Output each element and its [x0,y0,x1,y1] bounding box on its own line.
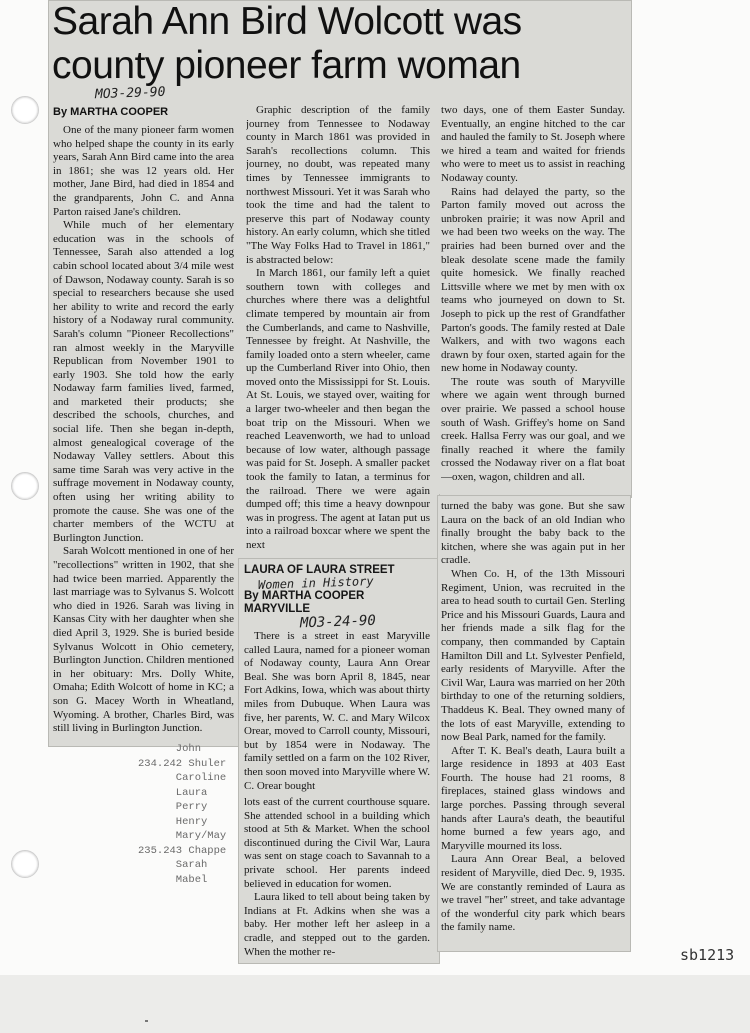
binder-hole-top [11,96,39,124]
article-1-column-2 [246,104,430,558]
article-1-col1-para-2: While much of her elementary education was in the schools of Tennessee, Sarah also attended a log cabin school located about 3/4 mile west of Dawson, Nodaway county. Sarah is so special to researchers because she used her ability to write and record the early history of a Nodaway rural community. Sarah's column "Pioneer Recollections" ran almost weekly in the Maryville Republican from November 1901 to early 1903. She told how the early Nodaway farm families lived, farmed, and marketed their products; she described the schools, churches, and social life. Then she began in-depth, almost genealogical coverage of the Nodaway Valley settlers. About this same time Sarah was very active in the suffrage movement in Nodaway county, often using her writing ability to promote the cause. She was one of the charter members of the WCTU at Burlington Junction. [53,219,234,544]
typed-line: Laura [138,786,208,799]
typed-name-list [138,742,226,887]
typed-line: 234.242 Shuler [138,757,227,770]
scan-speck [145,1020,148,1022]
handwritten-date-1: MO3-29-90 [94,84,166,103]
handwritten-date-2: MO3-24-90 [299,612,377,632]
article-1-col3-para-2: Rains had delayed the party, so the Parton family moved out across the unbroken prairie; it was now April and we had been two weeks on the way. The prairies had been burned over and the bleak desolate scene made the family quite homesick. We finally reached Littsville where we met by men with ox teams who journeyed on down to St. Joseph to pick up the rest of Grandfather Parton's goods. The family rested at Dale Walkers, and with two wagons each drawn by four oxen, started again for the new home in Nodaway county. [441,185,625,375]
typed-line: John [138,743,202,755]
archive-stamp: sb1213 [680,946,735,964]
article-1-column-3 [441,104,625,496]
typed-line: Mabel [138,873,208,886]
article-2-column-1-continued [244,796,430,960]
article-2-col2-para-4: Laura Ann Orear Beal, a beloved resident of Maryville, died Dec. 9, 1935. We are constantly reminded of Laura as we travel "her" street, and take advantage of the wonderful city park which bears the family name. [441,853,625,934]
article-1-col3-para-1: two days, one of them Easter Sunday. Eventually, an engine hitched to the car and hauled the family to St. Joseph where we hired a team and waited for friends who were to meet us to assist in reaching Nodaway county. [441,104,625,184]
article-2-title: LAURA OF LAURA STREET [244,564,395,576]
typed-line: 235.243 Chappe [138,844,227,857]
article-1-column-1 [53,124,234,744]
byline-1: By MARTHA COOPER [53,106,169,118]
article-2-byline-place: MARYVILLE [244,603,311,615]
article-2-col2-para-1: turned the baby was gone. But she saw Laura on the back of an old Indian who finally brought the baby back to the kitchen, where she was again put in her cradle. [441,500,625,567]
typed-line: Mary/May [138,830,227,842]
headline-line-1: Sarah Ann Bird Wolcott was [52,0,522,43]
article-2-column-2 [441,500,625,946]
article-2-col2-para-3: After T. K. Beal's death, Laura built a large residence in 1893 at 403 East Fourth. The house had 21 rooms, 8 fireplaces, stained glass windows and large porches. Passing through several hands after Laura's death, the beautiful home burned a few years ago, and Maryville mourned its loss. [441,744,625,852]
article-1-col3-para-3: The route was south of Maryville where we again went through burned over prairie. We passed a school house south of Wash. Griffey's home on Sand creek. Hallsa Ferry was our goal, and we finally reached it where the family crossed the Nodaway river on a flat boat —oxen, wagon, children and all. [441,375,625,484]
typed-line: Sarah [138,859,208,871]
headline [52,0,632,88]
article-2-col1b-para-2: Laura liked to tell about being taken by Indians at Ft. Adkins when she was a baby. Her mother left her asleep in a cradle, and stepped out to the garden. When the mother re- [244,891,430,958]
article-2-byline: By MARTHA COOPER [244,590,365,602]
article-2-column-1 [244,630,430,792]
binder-hole-middle [11,472,39,500]
binder-hole-bottom [11,850,39,878]
typed-line: Caroline [138,772,227,784]
article-1-col2-para-2: In March 1861, our family left a quiet southern town with colleges and churches where there was a delightful climate tempered by mountain air from the Cumberlands, and came to Nashville, Tennessee by freight. At Nashville, the family loaded onto a stern wheeler, came up the Cumberland River into Ohio, then moved onto the Mississippi for St. Louis. At St. Louis, we stayed over, waiting for a larger two-wheeler and then began the boat trip on the Missouri. When we reached Leavenworth, we had to unload because of low water, although passage was paid for St. Joseph. A smaller packet took the family to Iatan, a terminus for the railroad. There we were again dumped off; this time a heavy downpour was in progress. The agent at Iatan put us into a railroad boxcar where we spent the next [246,267,430,551]
handwritten-women-in-history: Women in History [257,573,374,593]
article-2-col1-para-1: There is a street in east Maryville called Laura, named for a pioneer woman of Nodaway county, Laura Ann Orear Beal. She was born April 8, 1845, near Fort Adkins, Iowa, which was about thirty miles from Dubuque. When Laura was five, her parents, W. C. and Mary Wilcox Orear, moved to Carroll county, Missouri, but by 1854 were in Nodaway. The family settled on a farm on the 102 River, then soon moved into Maryville where W. C. Orear bought [244,630,430,792]
article-1-col2-para-1: Graphic description of the family journey from Tennessee to Nodaway county in March 1861 was provided in Sarah's recollections column. This journey, no doubt, was repeated many times by Tennessee immigrants to northwest Missouri. Yet it was Sarah who took the time and had the talent to preserve this part of Nodaway county history. An early column, which she titled "The Way Folks Had to Travel in 1861," is abstracted below: [246,104,430,266]
typed-line: Perry [138,801,208,813]
article-1-col1-para-3: Sarah Wolcott mentioned in one of her "recollections" written in 1902, that she had twice been married. Apparently the last marriage was to Sylvanus S. Wolcott who died in 1926. Sarah was living in Kansas City with her daughter when she died April 3, 1929. She is buried beside Sylvanus Wolcott in Ohio cemetery, Burlington Junction. Children mentioned in her obituary: Mrs. Dolly White, Omaha; Edith Wolcott of home in KC; a son G. Macey Worth in Wheatland, Wyoming. A brother, Charles Bird, was still living in Burlington Junction. [53,545,234,735]
article-2-col1b-para-1: lots east of the current courthouse square. She attended school in a building which stood at 5th & Market. When the school discontinued during the Civil War, Laura was sent on stage coach to Savannah to a private school. Her parents indeed believed in education for women. [244,796,430,890]
article-1-col1-para-1: One of the many pioneer farm women who helped shape the county in its early years, Sarah Ann Bird came into the area in 1861; she was 12 years old. Her mother, Jane Bird, had died in 1854 and the grandparents, John C. and Anna Parton raised Jane's children. [53,124,234,218]
scan-margin [0,975,750,1033]
article-2-col2-para-2: When Co. H, of the 13th Missouri Regiment, Union, was recruited in the area to head south to curtail Gen. Sterling Price and his Missouri Guards, Laura and her friends made a silk flag for the company, then commanded by Captain Hamilton Dill and Lt. Sylvester Penfield, early residents of Maryville. After the Civil War, Laura was married on her 20th birthday to one of the returning soldiers, Thaddeus K. Beal. They owned many of the lots of east Maryville, extending to now Beal Park, named for the family. [441,567,625,744]
typed-line: Henry [138,815,208,828]
headline-line-2: county pioneer farm woman [52,44,521,87]
